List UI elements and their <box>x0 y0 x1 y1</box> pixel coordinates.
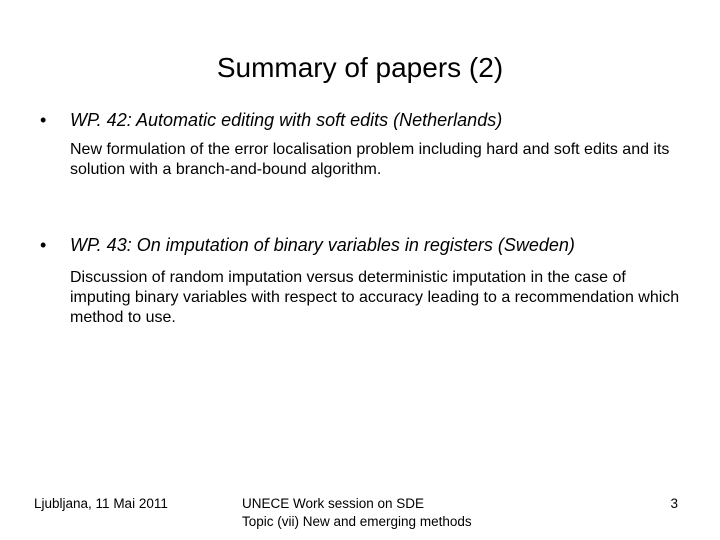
bullet-description: Discussion of random imputation versus deterministic imputation in the case of imputing binary variables with respect to accuracy leading to a recommendation which method to use. <box>70 269 680 326</box>
footer-event-line1: UNECE Work session on SDE <box>242 496 425 511</box>
footer-location-date: Ljubljana, 11 Mai 2011 <box>34 496 168 511</box>
bullet-heading: WP. 42: Automatic editing with soft edits (Netherlands) <box>70 110 503 130</box>
bullet-description: New formulation of the error localisation problem including hard and soft edits and its solution with a branch-and-bound algorithm. <box>70 141 670 178</box>
page-number: 3 <box>670 496 678 511</box>
footer-event-line2: Topic (vii) New and emerging methods <box>242 514 472 529</box>
bullet-marker: • <box>40 110 47 130</box>
slide-title: Summary of papers (2) <box>216 52 504 83</box>
footer-event <box>242 495 472 531</box>
bullet-heading: WP. 43: On imputation of binary variables in registers (Sweden) <box>70 235 575 255</box>
bullet-marker: • <box>40 235 47 255</box>
